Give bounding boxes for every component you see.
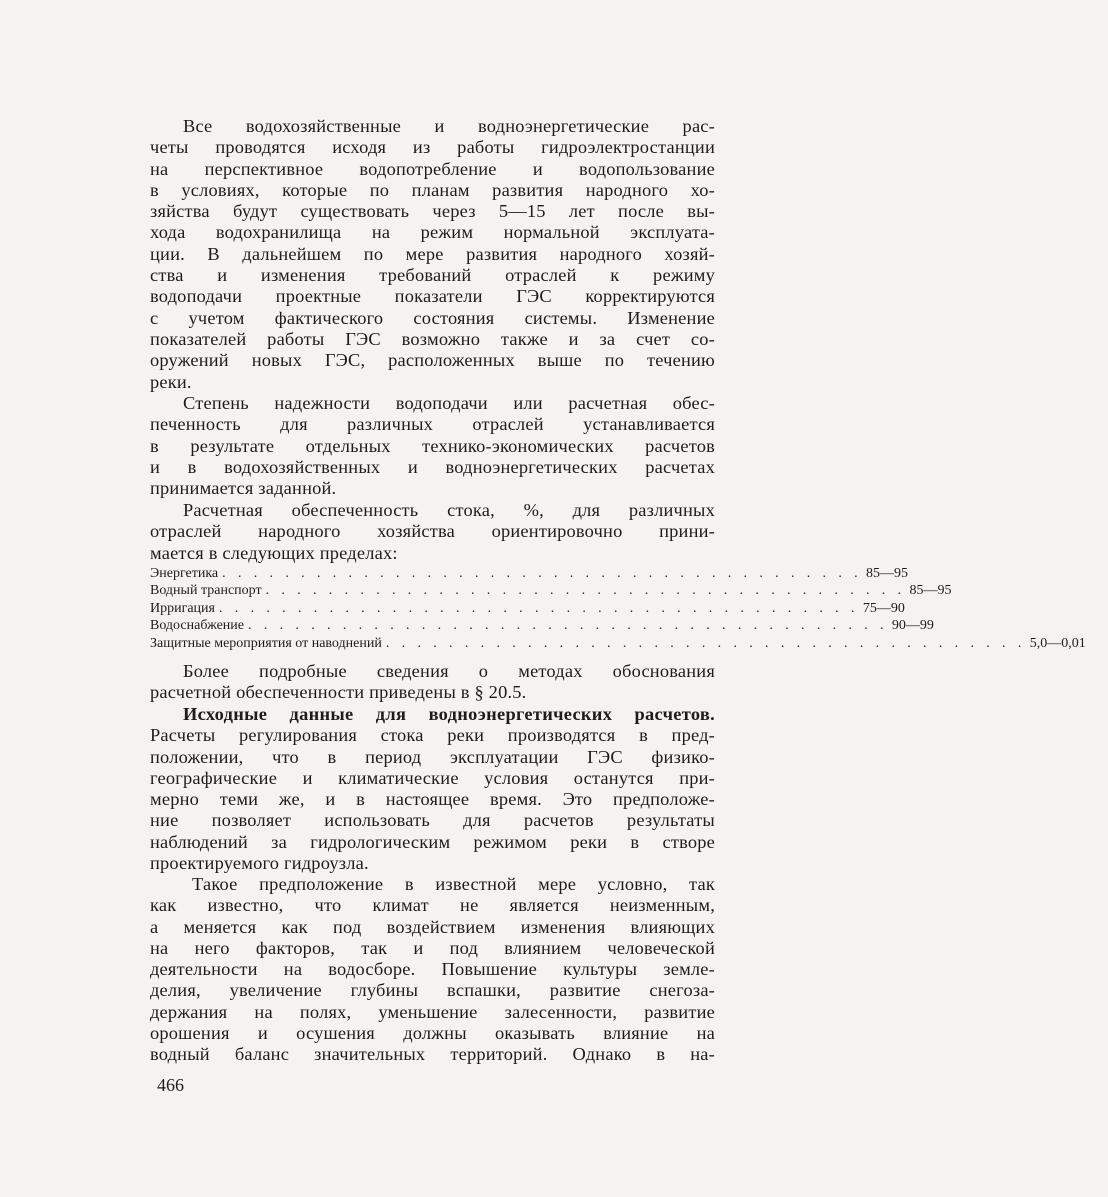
paragraph-2 [150,393,715,499]
text-line: положении, что в период эксплуатации ГЭС физико- [150,746,715,767]
text-line [150,704,715,725]
paragraph-6 [150,874,715,1066]
text-line: в условиях, которые по планам развития народного хо- [150,179,715,200]
text-line: орошения и осушения должны оказывать влияние на [150,1023,715,1044]
leader-dots: . . . . . . . . . . . . . . . . . . . . . . . . . . . . . . . . . . . . . . . . . [385,635,1026,651]
text-line: хода водохранилища на режим нормальной эксплуата- [150,222,715,243]
text-line: ние позволяет использовать для расчетов результаты [150,810,715,831]
page-number: 466 [157,1075,184,1095]
text-line: держания на полях, уменьшение залесенности, развитие [150,1001,715,1022]
table-row [150,565,909,582]
text-line: показателей работы ГЭС возможно также и за счет со- [150,328,715,349]
text-line: принимается заданной. [150,478,337,499]
text-line: печенность для различных отраслей устанавливается [150,414,715,435]
text-line: Степень надежности водоподачи или расчетная обес- [183,393,715,413]
leader-dots: . . . . . . . . . . . . . . . . . . . . . . . . . . . . . . . . . . . . . . . . . [248,618,888,634]
section-heading: Исходные данные для водноэнергетических расчетов. [183,704,715,724]
table-row [150,617,934,634]
text-line: на него факторов, так и под влиянием человеческой [150,937,715,958]
table-value: 85—95 [909,583,952,599]
table-row [150,582,952,599]
paragraph-4 [150,661,715,704]
leader-dots: . . . . . . . . . . . . . . . . . . . . . . . . . . . . . . . . . . . . . . . . . [218,600,859,616]
text-line: зяйства будут существовать через 5—15 лет после вы- [150,201,715,222]
text-line: с учетом фактического состояния системы. Изменение [150,307,715,328]
text-line: Расчеты регулирования стока реки производятся в пред- [150,725,715,746]
text-line: и в водохозяйственных и водноэнергетических расчетах [150,456,715,477]
table-label: Водный транспорт [150,583,262,599]
text-line: оружений новых ГЭС, расположенных выше по течению [150,350,715,371]
text-line: как известно, что климат не является неизменным, [150,895,715,916]
text-line: Все водохозяйственные и водноэнергетические рас- [183,116,715,136]
paragraph-1 [150,116,715,393]
table-row [150,600,905,617]
paragraph-5 [150,704,715,874]
paragraph-3 [150,500,715,564]
text-line: водоподачи проектные показатели ГЭС корректируются [150,286,715,307]
table-row [150,635,1086,652]
text-line: Расчетная обеспеченность стока, %, для различных [183,500,715,520]
leader-dots: . . . . . . . . . . . . . . . . . . . . . . . . . . . . . . . . . . . . . . . . . [222,566,863,581]
table-value: 90—99 [891,618,934,634]
text-line: проектируемого гидроузла. [150,853,369,874]
text-line: а меняется как под воздействием изменения влияющих [150,916,715,937]
table-label: Защитные мероприятия от наводнений [150,635,382,651]
text-line: Такое предположение в известной мере условно, так [192,874,715,894]
text-line: расчетной обеспеченности приведены в § 20.5. [150,682,527,703]
text-line: отраслей народного хозяйства ориентировочно прини- [150,521,715,542]
text-line: ства и изменения требований отраслей к режиму [150,265,715,286]
text-line: деятельности на водосборе. Повышение культуры земле- [150,959,715,980]
text-line: делия, увеличение глубины вспашки, развитие снегоза- [150,980,715,1001]
text-line: наблюдений за гидрологическим режимом реки в створе [150,831,715,852]
table-label: Энергетика [150,566,219,581]
table-label: Водоснабжение [150,618,245,634]
table-label: Ирригация [150,600,215,616]
text-line: ции. В дальнейшем по мере развития народного хозяй- [150,243,715,264]
table-value: 85—95 [866,566,909,581]
text-line: мерно теми же, и в настоящее время. Это предположе- [150,789,715,810]
text-line: географические и климатические условия останутся при- [150,767,715,788]
leader-dots: . . . . . . . . . . . . . . . . . . . . . . . . . . . . . . . . . . . . . . . . . [265,583,906,599]
coverage-table [150,565,1086,652]
table-value: 5,0—0,01 [1029,635,1086,651]
text-line: реки. [150,371,192,392]
text-line: мается в следующих пределах: [150,542,398,563]
text-line: водный баланс значительных территорий. Однако в на- [150,1044,715,1065]
table-value: 75—90 [862,600,905,616]
text-line: на перспективное водопотребление и водопользование [150,158,715,179]
text-line: четы проводятся исходя из работы гидроэлектростанции [150,137,715,158]
text-line: Более подробные сведения о методах обоснования [183,661,715,681]
text-line: в результате отдельных технико-экономических расчетов [150,435,715,456]
